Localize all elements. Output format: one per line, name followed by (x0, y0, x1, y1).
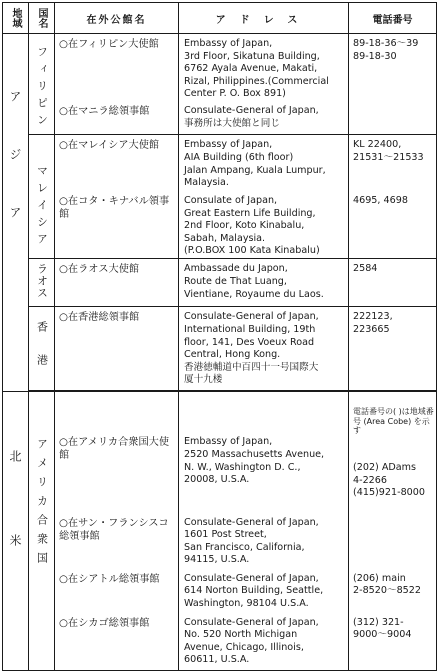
country-philippines: フィリピン (29, 34, 55, 135)
mission-phone: 2584 (349, 259, 437, 307)
mission-address: Embassy of Japan, 3rd Floor, Sikatuna Building, 6762 Ayala Avenue, Makati, Rizal, Philippines.(Commercial Center P. O. Box 891) (179, 34, 349, 101)
table-row (3, 101, 437, 135)
table-row (3, 569, 437, 613)
table-row (3, 307, 437, 391)
embassy-directory-table (2, 2, 437, 671)
mission-name: ○在シアトル総領事館 (55, 569, 179, 613)
mission-name: ○在マレイシア大使館 (55, 135, 179, 191)
mission-address: Embassy of Japan, 2520 Massachusetts Avenue, N. W., Washington D. C., 20008, U.S.A. (179, 392, 349, 513)
mission-name: ○在マニラ総領事館 (55, 101, 179, 135)
phone-area-code-note: 電話番号の( )は地域番号 (Area Cobe) を示す (353, 407, 434, 436)
mission-phone: 222123, 223665 (349, 307, 437, 391)
mission-name: ○在シカゴ総領事館 (55, 613, 179, 671)
header-row (3, 3, 437, 34)
table-row (3, 513, 437, 569)
mission-address: Consulate-General of Japan, No. 520 North Michigan Avenue, Chicago, Illinois, 60611, U.S.A. (179, 613, 349, 671)
country-laos: ラオス (29, 259, 55, 307)
embassy-directory-page (2, 2, 436, 666)
mission-name: ○在ラオス大使館 (55, 259, 179, 307)
mission-address: Embassy of Japan, AIA Building (6th floor) Jalan Ampang, Kuala Lumpur, Malaysia. (179, 135, 349, 191)
country-hongkong: 香港 (29, 307, 55, 391)
mission-phone: 89-18-36〜39 89-18-30 (349, 34, 437, 101)
table-row (3, 613, 437, 671)
mission-address: Consulate-General of Japan, 614 Norton Building, Seattle, Washington, 98104 U.S.A. (179, 569, 349, 613)
mission-name: ○在アメリカ合衆国大使館 (55, 392, 179, 513)
mission-address: Consulate of Japan, Great Eastern Life Building, 2nd Floor, Koto Kinabalu, Sabah, Malaysia. (P.O.BOX 100 Kata Kinabalu) (179, 191, 349, 259)
region-north-america: 北米 (3, 392, 29, 671)
table-row (3, 191, 437, 259)
country-usa: アメリカ合衆国 (29, 392, 55, 671)
mission-address: Consulate-General of Japan, 事務所は大使館と同じ (179, 101, 349, 135)
mission-phone (349, 101, 437, 135)
header-address: アドレス (179, 3, 349, 34)
mission-phone: (206) main 2-8520〜8522 (349, 569, 437, 613)
mission-phone (349, 513, 437, 569)
mission-phone: KL 22400, 21531〜21533 (349, 135, 437, 191)
header-region: 地域 (3, 3, 29, 34)
header-country: 国名 (29, 3, 55, 34)
table-row (3, 392, 437, 513)
mission-name: ○在香港総領事館 (55, 307, 179, 391)
mission-phone: (312) 321- 9000〜9004 (349, 613, 437, 671)
mission-address: Consulate-General of Japan, International Building, 19th floor, 141, Des Voeux Road Central, Hong Kong. 香港徳輔道中百四十一号国際大 厦十九楼 (179, 307, 349, 391)
mission-address: Consulate-General of Japan, 1601 Post Street, San Francisco, California, 94115, U.S.A. (179, 513, 349, 569)
mission-name: ○在フィリピン大使館 (55, 34, 179, 101)
mission-address: Ambassade du Japon, Route de That Luang, Vientiane, Royaume du Laos. (179, 259, 349, 307)
table-row (3, 259, 437, 307)
table-row (3, 34, 437, 101)
mission-name: ○在サン・フランシスコ総領事館 (55, 513, 179, 569)
header-phone: 電話番号 (349, 3, 437, 34)
mission-phone: 4695, 4698 (349, 191, 437, 259)
table-row (3, 135, 437, 191)
region-asia: アジア (3, 34, 29, 392)
country-malaysia: マレイシア (29, 135, 55, 259)
mission-phone (349, 392, 437, 513)
header-mission: 在外公館名 (55, 3, 179, 34)
phone-value: (202) ADams 4-2266 (415)921-8000 (353, 462, 425, 499)
mission-name: ○在コタ・キナバル領事館 (55, 191, 179, 259)
